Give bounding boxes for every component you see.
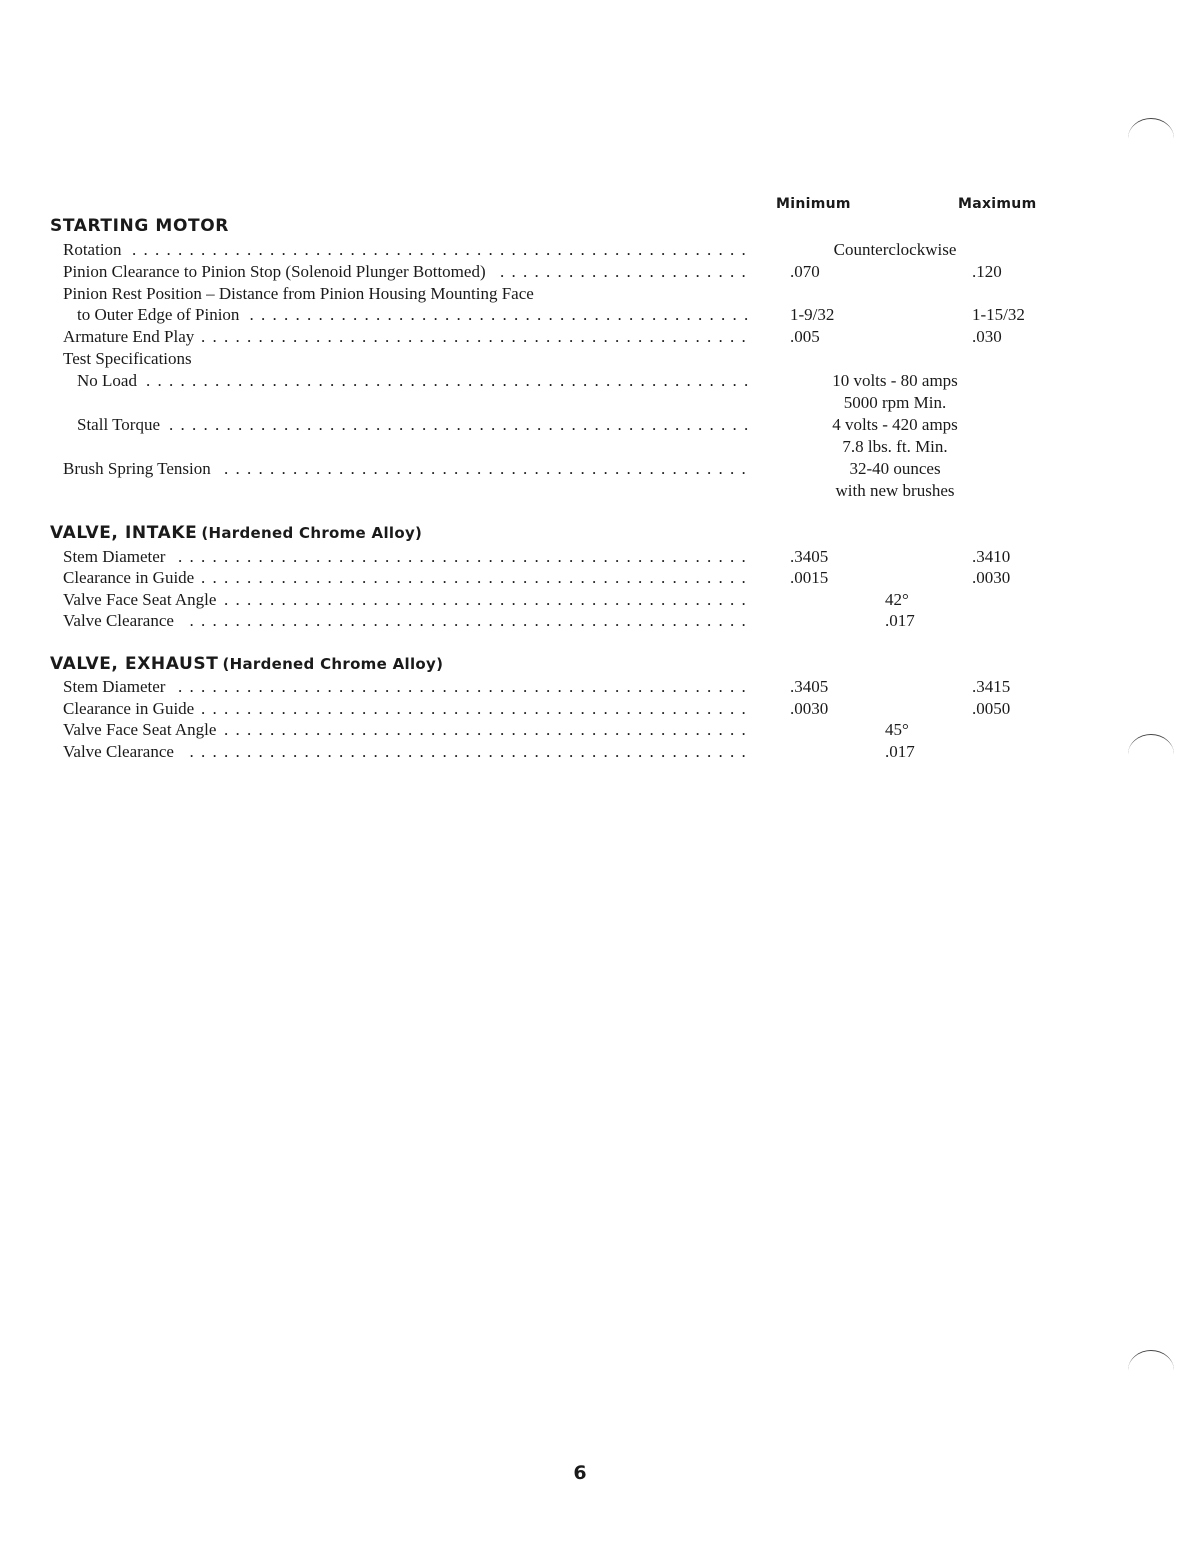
spec-row-exhaust-face-seat-angle bbox=[0, 719, 1188, 741]
spec-row-brush-spring-tension bbox=[0, 458, 1188, 480]
spec-row-intake-clearance-guide bbox=[0, 567, 1188, 589]
spec-min: .0030 bbox=[790, 699, 829, 718]
spec-value-stall-torque-2: 7.8 lbs. ft. Min. bbox=[842, 437, 948, 456]
punch-hole-top bbox=[1128, 118, 1174, 159]
spec-label: Clearance in Guide bbox=[63, 568, 202, 587]
punch-hole-bottom bbox=[1128, 1350, 1174, 1391]
spec-row-rotation bbox=[0, 239, 1188, 261]
spec-min: .3405 bbox=[790, 547, 829, 566]
spec-max: .0030 bbox=[972, 568, 1011, 587]
section-title-text: VALVE, EXHAUST bbox=[50, 654, 219, 674]
spec-value: .017 bbox=[885, 742, 915, 761]
spec-row-test-specifications bbox=[0, 348, 1188, 370]
spec-label: Clearance in Guide bbox=[63, 699, 202, 718]
spec-label: Pinion Rest Position – Distance from Pinion Housing Mounting Face bbox=[63, 284, 534, 303]
spec-value-brush-spring-1: 32-40 ounces bbox=[849, 459, 941, 478]
spec-row-no-load bbox=[0, 370, 1188, 392]
section-subtitle: (Hardened Chrome Alloy) bbox=[222, 655, 444, 673]
spec-row-intake-valve-clearance bbox=[0, 610, 1188, 632]
section-title-starting-motor: STARTING MOTOR bbox=[50, 216, 229, 236]
spec-max: .3410 bbox=[972, 547, 1011, 566]
spec-row-stall-torque bbox=[0, 414, 1188, 436]
spec-label: Rotation bbox=[63, 240, 130, 259]
spec-max: .030 bbox=[972, 327, 1002, 346]
section-title-valve-intake bbox=[50, 523, 422, 543]
section-subtitle: (Hardened Chrome Alloy) bbox=[201, 524, 423, 542]
spec-row-pinion-rest-line2 bbox=[0, 304, 1188, 326]
spec-max: .0050 bbox=[972, 699, 1011, 718]
spec-min: .005 bbox=[790, 327, 820, 346]
spec-value-rotation: Counterclockwise bbox=[833, 240, 957, 259]
spec-label: Brush Spring Tension bbox=[63, 459, 219, 478]
spec-value: 45° bbox=[885, 720, 909, 739]
spec-label: Stall Torque bbox=[77, 415, 168, 434]
spec-label: Valve Clearance bbox=[63, 742, 182, 761]
spec-row-intake-face-seat-angle bbox=[0, 589, 1188, 611]
spec-label: No Load bbox=[77, 371, 145, 390]
spec-label: Valve Face Seat Angle bbox=[63, 590, 224, 609]
spec-row-no-load-cont bbox=[0, 392, 1188, 414]
spec-min: .0015 bbox=[790, 568, 829, 587]
spec-label: Test Specifications bbox=[63, 349, 192, 368]
spec-value-no-load-1: 10 volts - 80 amps bbox=[832, 371, 958, 390]
column-header-minimum: Minimum bbox=[776, 196, 851, 212]
spec-label: Valve Face Seat Angle bbox=[63, 720, 224, 739]
spec-max: 1-15/32 bbox=[972, 305, 1025, 324]
column-header-maximum: Maximum bbox=[958, 196, 1037, 212]
spec-row-exhaust-clearance-guide bbox=[0, 698, 1188, 720]
spec-row-brush-spring-cont bbox=[0, 480, 1188, 502]
spec-row-armature-end-play bbox=[0, 326, 1188, 348]
spec-max: .3415 bbox=[972, 677, 1011, 696]
spec-row-pinion-rest-line1 bbox=[0, 283, 1188, 305]
spec-label: Stem Diameter bbox=[63, 677, 173, 696]
spec-value: .017 bbox=[885, 611, 915, 630]
spec-value-no-load-2: 5000 rpm Min. bbox=[843, 393, 947, 412]
spec-min: .070 bbox=[790, 262, 820, 281]
section-title-text: VALVE, INTAKE bbox=[50, 523, 198, 543]
spec-max: .120 bbox=[972, 262, 1002, 281]
spec-value: 42° bbox=[885, 590, 909, 609]
spec-row-stall-torque-cont bbox=[0, 436, 1188, 458]
spec-row-exhaust-valve-clearance bbox=[0, 741, 1188, 763]
spec-min: .3405 bbox=[790, 677, 829, 696]
page-number: 6 bbox=[573, 1462, 587, 1484]
section-title-valve-exhaust bbox=[50, 654, 443, 674]
spec-label: Armature End Play bbox=[63, 327, 202, 346]
spec-label: Valve Clearance bbox=[63, 611, 182, 630]
spec-label: to Outer Edge of Pinion bbox=[77, 305, 247, 324]
spec-row-exhaust-stem-diameter bbox=[0, 676, 1188, 698]
spec-min: 1-9/32 bbox=[790, 305, 835, 324]
spec-label: Pinion Clearance to Pinion Stop (Solenoid Plunger Bottomed) bbox=[63, 262, 494, 281]
spec-label: Stem Diameter bbox=[63, 547, 173, 566]
spec-row-pinion-clearance bbox=[0, 261, 1188, 283]
spec-value-brush-spring-2: with new brushes bbox=[835, 481, 955, 500]
spec-row-intake-stem-diameter bbox=[0, 546, 1188, 568]
spec-value-stall-torque-1: 4 volts - 420 amps bbox=[832, 415, 958, 434]
